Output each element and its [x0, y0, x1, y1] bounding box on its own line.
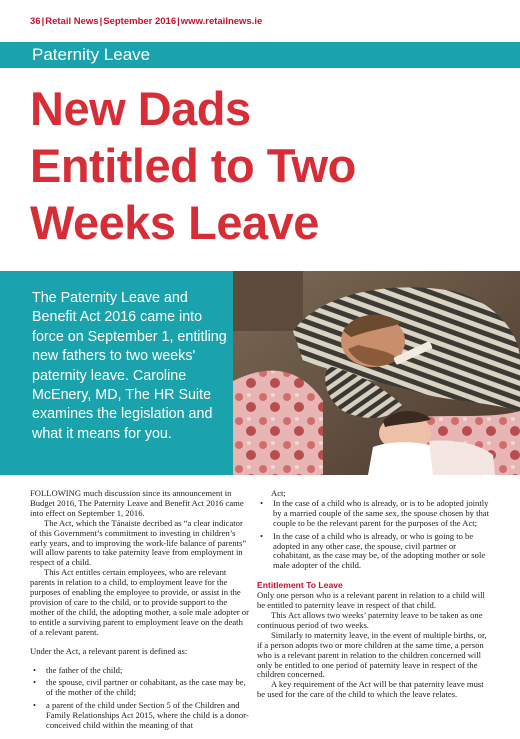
headline-line-1: New Dads [30, 82, 251, 135]
body-paragraph: This Act entitles certain employees, who are relevant parents in relation to a child, to employment leave for the purposes of enabling the employee to provide, or assist in the provision of care to the child, or to provide support to the mother of the child, the adopting mother, a sole male adopter or to entitle a surviving parent to employment leave on the death of a relevant parent. [30, 567, 249, 637]
bullet-icon: • [33, 700, 37, 711]
body-column-2 [257, 489, 489, 700]
section-label: Paternity Leave [32, 45, 151, 64]
relevant-parent-list-continued [257, 499, 489, 571]
body-paragraph: FOLLOWING much discussion since its announcement in Budget 2016, The Paternity Leave and Benefit Act 2016 came into effect on September 1, 2016. [30, 488, 244, 518]
body-paragraph: Similarly to maternity leave, in the event of multiple births, or, if a person adopts two or more children at the same time, a person who is a relevant parent in relation to the children concerned will only be entitled to one period of paternity leave in respect of the children concerned. [257, 629, 487, 680]
body-paragraph: A key requirement of the Act will be that paternity leave must be used for the care of the child to which the leave relates. [257, 679, 484, 700]
subheading: Entitlement To Leave [257, 580, 343, 591]
list-item: • In the case of a child who is already, or is to be adopted jointly by a married couple of the same sex, the spouse chosen by that couple to be the relevant parent for the purposes of the Act; [260, 497, 489, 528]
issue-date: September 2016 [103, 16, 177, 27]
photo-illustration [233, 271, 520, 475]
body-paragraph: This Act allows two weeks’ paternity leave to be taken as one continuous period of two weeks. [257, 609, 483, 630]
body-paragraph: Under the Act, a relevant parent is defined as: [30, 645, 188, 656]
bullet-icon: • [33, 677, 37, 688]
bullet-icon: • [260, 497, 264, 508]
website-link[interactable]: www.retailnews.ie [180, 16, 263, 27]
article-headline [30, 80, 500, 251]
body-column-1 [30, 489, 252, 734]
bullet-icon: • [260, 530, 264, 541]
list-item: • In the case of a child who is already, or who is going to be adopted in any other case, the spouse, civil partner or cohabitant, as the case may be, of the adopting mother or sole male adopter of the child. [260, 530, 486, 571]
father-and-baby-photo [233, 271, 520, 475]
body-continuation: Act; [271, 488, 286, 498]
list-item: • the father of the child; [33, 664, 123, 675]
page-number: 36 [30, 16, 41, 27]
relevant-parent-list [30, 666, 252, 731]
standfirst-box [0, 271, 233, 475]
body-paragraph: Only one person who is a relevant parent in relation to a child will be entitled to paternity leave in respect of that child. [257, 590, 485, 611]
bullet-icon: • [33, 664, 37, 675]
list-item: • the spouse, civil partner or cohabitant, as the case may be, of the mother of the child; [33, 677, 246, 698]
body-paragraph: The Act, which the Tánaiste decribed as “a clear indicator of this Government’s commitment to investing in children’s early years, and to improving the work-life balance of parents” will allow parents to take paternity leave from employment in respect of a child. [30, 517, 247, 568]
page-header: 36|Retail News|September 2016|www.retailnews.ie [30, 16, 263, 27]
standfirst-text: The Paternity Leave and Benefit Act 2016 came into force on September 1, entitling new fathers to two weeks' paternity leave. Caroline McEnery, MD, The HR Suite examines the legislation and what it means for you. [32, 290, 227, 442]
section-bar [0, 42, 520, 68]
list-item: • a parent of the child under Section 5 of the Children and Family Relationships Act 2015, where the child is a donor-conceived child within the meaning of that [33, 700, 249, 731]
headline-line-2: Entitled to Two [30, 139, 356, 192]
headline-line-3: Weeks Leave [30, 196, 319, 249]
publication-name: Retail News [45, 16, 99, 27]
